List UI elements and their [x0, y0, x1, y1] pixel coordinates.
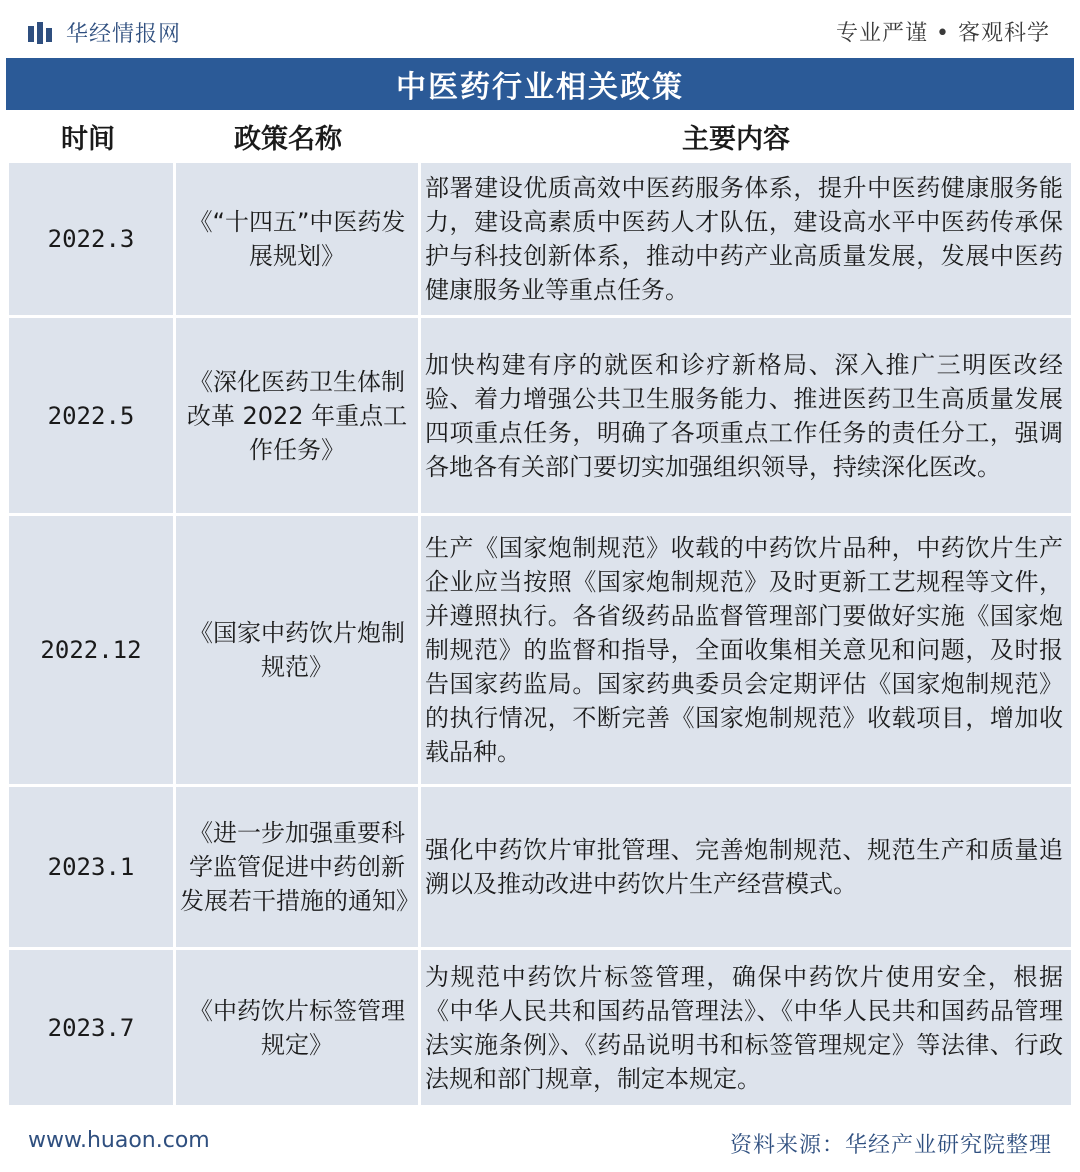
header-policy-name: 政策名称: [234, 123, 342, 155]
cell-policy-name: 《中药饮片标签管理规定》: [176, 950, 418, 1105]
table-row: [9, 787, 1071, 947]
brand-logo[interactable]: [28, 17, 181, 48]
policy-table: [6, 160, 1074, 1108]
cell-content: 部署建设优质高效中医药服务体系，提升中医药健康服务能力，建设高素质中医药人才队伍，建设高水平中医药传承保护与科技创新体系，推动中药产业高质量发展，发展中医药健康服务业等重点任务。: [421, 163, 1071, 315]
cell-time: 2023.1: [9, 787, 173, 947]
footer-source: 资料来源：华经产业研究院整理: [729, 1133, 1052, 1158]
header-time: 时间: [61, 123, 115, 155]
cell-time: 2022.5: [9, 318, 173, 513]
table-header-row: [6, 112, 1074, 160]
table-row: [9, 163, 1071, 315]
brand-slogan: 专业严谨 • 客观科学: [836, 21, 1050, 46]
cell-time: 2022.12: [9, 516, 173, 784]
cell-time: 2022.3: [9, 163, 173, 315]
logo-bars-icon: [28, 22, 54, 44]
cell-content: 强化中药饮片审批管理、完善炮制规范、规范生产和质量追溯以及推动改进中药饮片生产经营模式。: [421, 787, 1071, 947]
cell-time: 2023.7: [9, 950, 173, 1105]
cell-policy-name: 《深化医药卫生体制改革 2022 年重点工作任务》: [176, 318, 418, 513]
table-row: [9, 318, 1071, 513]
table-title: 中医药行业相关政策: [6, 58, 1074, 110]
footer-url-link[interactable]: www.huaon.com: [28, 1128, 210, 1153]
top-bar: [0, 0, 1080, 56]
header-content: 主要内容: [682, 123, 790, 155]
cell-policy-name: 《国家中药饮片炮制规范》: [176, 516, 418, 784]
brand-name: 华经情报网: [66, 22, 182, 47]
table-row: [9, 950, 1071, 1105]
cell-content: 生产《国家炮制规范》收载的中药饮片品种，中药饮片生产企业应当按照《国家炮制规范》及时更新工艺规程等文件，并遵照执行。各省级药品监督管理部门要做好实施《国家炮制规范》的监督和指导，全面收集相关意见和问题，及时报告国家药监局。国家药典委员会定期评估《国家炮制规范》的执行情况，不断完善《国家炮制规范》收载项目，增加收载品种。: [421, 516, 1071, 784]
cell-content: 加快构建有序的就医和诊疗新格局、深入推广三明医改经验、着力增强公共卫生服务能力、推进医药卫生高质量发展四项重点任务，明确了各项重点工作任务的责任分工，强调各地各有关部门要切实加强组织领导，持续深化医改。: [421, 318, 1071, 513]
cell-content: 为规范中药饮片标签管理，确保中药饮片使用安全，根据《中华人民共和国药品管理法》、《中华人民共和国药品管理法实施条例》、《药品说明书和标签管理规定》等法律、行政法规和部门规章，制定本规定。: [421, 950, 1071, 1105]
cell-policy-name: 《进一步加强重要科学监管促进中药创新发展若干措施的通知》: [176, 787, 418, 947]
footer: [0, 1122, 1080, 1162]
table-row: [9, 516, 1071, 784]
cell-policy-name: 《“十四五”中医药发展规划》: [176, 163, 418, 315]
